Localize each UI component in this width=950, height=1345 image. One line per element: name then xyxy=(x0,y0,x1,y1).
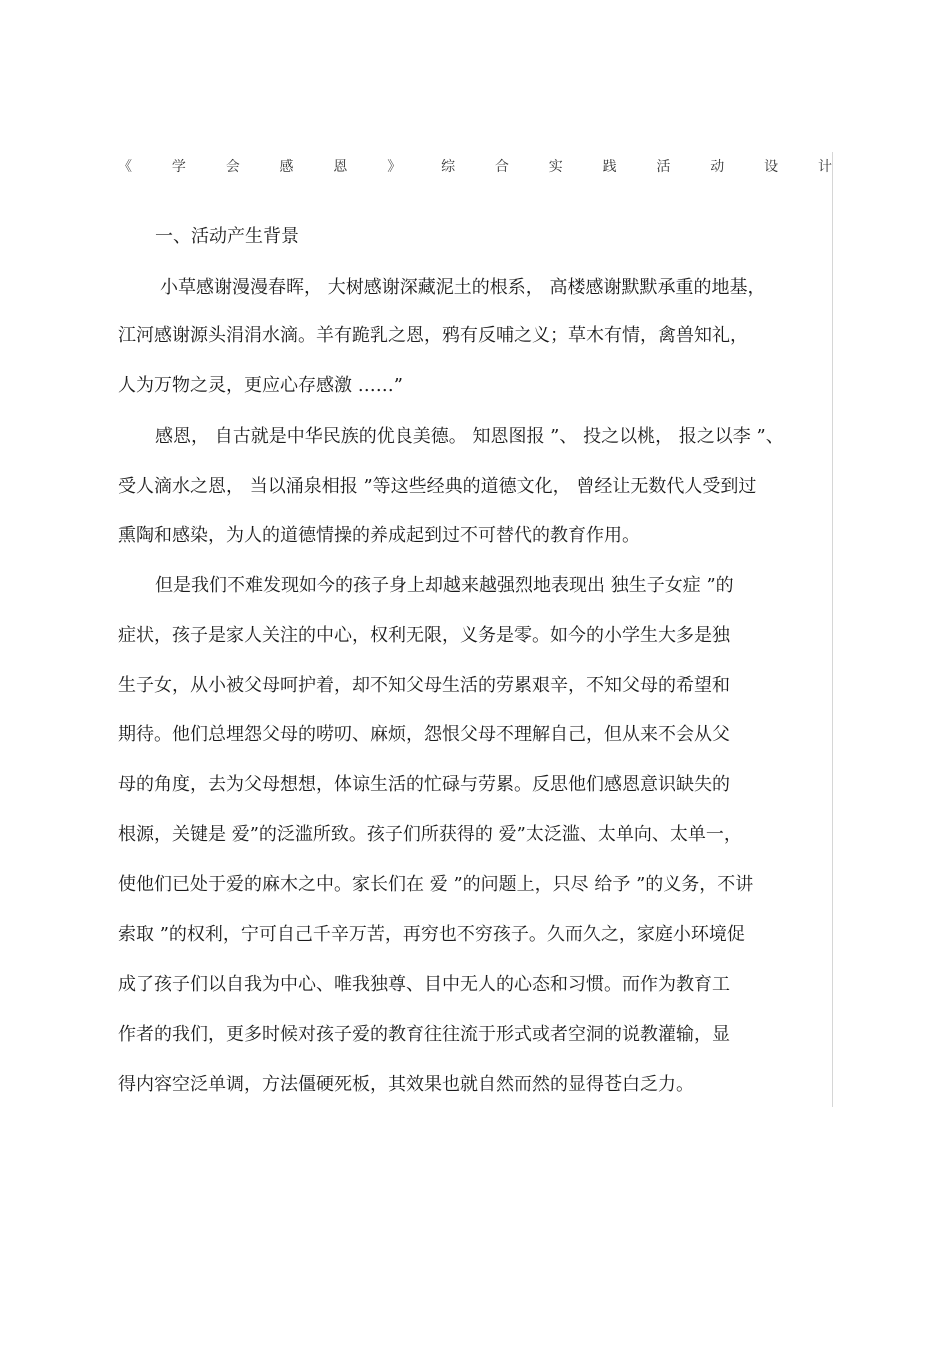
body-line: 但是我们不难发现如今的孩子身上却越来越强烈地表现出 独生子女症 ”的 xyxy=(155,575,734,596)
title-char: 计 xyxy=(817,159,832,175)
title-char: 》 xyxy=(387,159,402,175)
body-line: 感恩， 自古就是中华民族的优良美德。 知恩图报 ”、 投之以桃， 报之以李 ”、 xyxy=(155,426,784,447)
body-line: 期待。他们总埋怨父母的唠叨、麻烦，怨恨父母不理解自己，但从来不会从父 xyxy=(118,724,730,745)
body-line: 使他们已处于爱的麻木之中。家长们在 爱 ”的问题上，只尽 给予 ”的义务，不讲 xyxy=(118,874,754,895)
body-line: 受人滴水之恩， 当以涌泉相报 ”等这些经典的道德文化， 曾经让无数代人受到过 xyxy=(118,476,757,497)
document-title xyxy=(118,156,832,180)
body-line: 成了孩子们以自我为中心、唯我独尊、目中无人的心态和习惯。而作为教育工 xyxy=(118,974,730,995)
body-line: 索取 ”的权利，宁可自己千辛万苦，再穷也不穷孩子。久而久之，家庭小环境促 xyxy=(118,924,745,945)
title-char: 合 xyxy=(494,159,509,175)
title-char: 学 xyxy=(171,159,186,175)
right-margin-rule xyxy=(832,152,833,1107)
body-line: 小草感谢漫漫春晖， 大树感谢深藏泥土的根系， 高楼感谢默默承重的地基， xyxy=(160,277,766,298)
body-line: 根源，关键是 爱”的泛滥所致。孩子们所获得的 爱”太泛滥、太单向、太单一， xyxy=(118,824,742,845)
title-char: 设 xyxy=(764,159,779,175)
body-line: 熏陶和感染，为人的道德情操的养成起到过不可替代的教育作用。 xyxy=(118,525,640,546)
body-line: 得内容空泛单调，方法僵硬死板，其效果也就自然而然的显得苍白乏力。 xyxy=(118,1074,694,1095)
body-line: 生子女，从小被父母呵护着，却不知父母生活的劳累艰辛，不知父母的希望和 xyxy=(118,675,730,696)
title-char: 恩 xyxy=(333,159,348,175)
title-char: 活 xyxy=(656,159,671,175)
title-char: 践 xyxy=(602,159,617,175)
body-line: 江河感谢源头涓涓水滴。羊有跪乳之恩，鸦有反哺之义；草木有情，禽兽知礼， xyxy=(118,325,748,346)
title-char: 会 xyxy=(225,159,240,175)
body-line: 人为万物之灵，更应心存感激 ……” xyxy=(118,375,403,396)
body-line: 作者的我们，更多时候对孩子爱的教育往往流于形式或者空洞的说教灌输，显 xyxy=(118,1024,730,1045)
body-line: 症状，孩子是家人关注的中心，权利无限，义务是零。如今的小学生大多是独 xyxy=(118,625,730,646)
title-char: 《 xyxy=(118,159,132,175)
title-char: 动 xyxy=(710,159,725,175)
title-char: 感 xyxy=(279,159,294,175)
title-char: 实 xyxy=(548,159,563,175)
section-heading: 一、活动产生背景 xyxy=(155,226,299,247)
body-line: 母的角度，去为父母想想，体谅生活的忙碌与劳累。反思他们感恩意识缺失的 xyxy=(118,774,730,795)
title-char: 综 xyxy=(441,159,456,175)
